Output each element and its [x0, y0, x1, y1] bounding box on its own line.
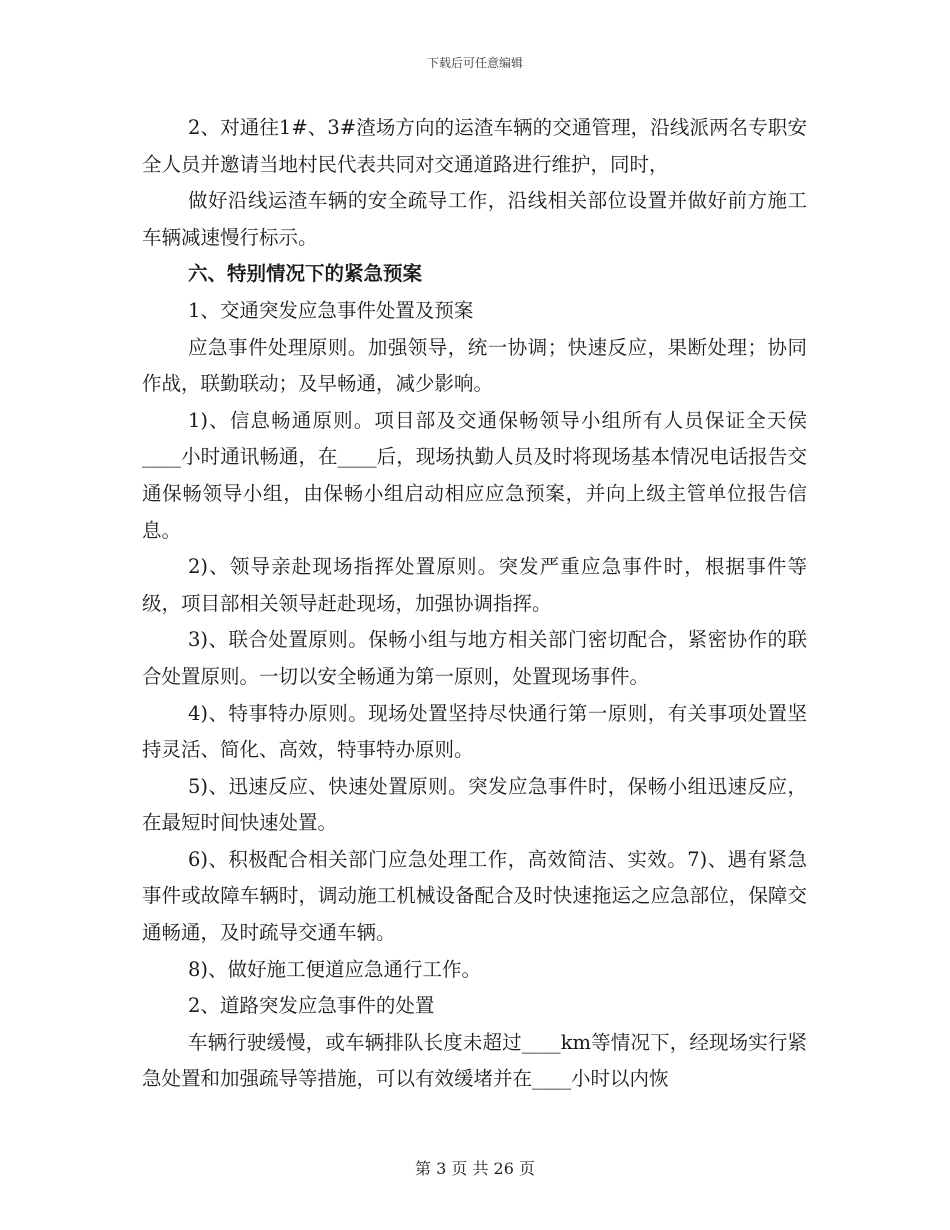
paragraph: 3)、联合处置原则。保畅小组与地方相关部门密切配合，紧密协作的联合处置原则。一切以安全畅通为第一原则，处置现场事件。 [142, 628, 807, 688]
paragraph: 2、对通往1#、3#渣场方向的运渣车辆的交通管理，沿线派两名专职安全人员并邀请当地村民代表共同对交通道路进行维护，同时， [142, 116, 807, 176]
section-heading: 六、特别情况下的紧急预案 [188, 262, 423, 286]
document-body [142, 110, 807, 1098]
paragraph: 5)、迅速反应、快速处置原则。突发应急事件时，保畅小组迅速反应，在最短时间快速处置。 [142, 774, 807, 835]
paragraph: 车辆行驶缓慢，或车辆排队长度未超过____km等情况下，经现场实行紧急处置和加强疏导等措施，可以有效缓堵并在____小时以内恢 [142, 1030, 807, 1091]
paragraph: 6)、积极配合相关部门应急处理工作，高效简洁、实效。7)、遇有紧急事件或故障车辆时，调动施工机械设备配合及时快速拖运之应急部位，保障交通畅通，及时疏导交通车辆。 [142, 847, 807, 945]
paragraph: 1)、信息畅通原则。项目部及交通保畅领导小组所有人员保证全天侯____小时通讯畅通，在____后，现场执勤人员及时将现场基本情况电话报告交通保畅领导小组，由保畅小组启动相应应急预案，并向上级主管单位报告信息。 [142, 408, 807, 542]
page-header: 下载后可任意编辑 [426, 56, 523, 70]
paragraph: 4)、特事特办原则。现场处置坚持尽快通行第一原则，有关事项处置坚持灵活、简化、高效，特事特办原则。 [142, 701, 807, 762]
subsection-heading: 2、道路突发应急事件的处置 [188, 994, 435, 1018]
paragraph: 2)、领导亲赴现场指挥处置原则。突发严重应急事件时，根据事件等级，项目部相关领导赶赴现场，加强协调指挥。 [142, 555, 807, 615]
paragraph: 做好沿线运渣车辆的安全疏导工作，沿线相关部位设置并做好前方施工车辆减速慢行标示。 [142, 189, 807, 249]
paragraph: 8)、做好施工便道应急通行工作。 [188, 957, 482, 981]
subsection-heading: 1、交通突发应急事件处置及预案 [188, 298, 474, 322]
paragraph: 应急事件处理原则。加强领导，统一协调；快速反应，果断处理；协同作战，联勤联动；及早畅通，减少影响。 [142, 335, 807, 396]
page-number: 第 3 页 共 26 页 [415, 1159, 535, 1178]
